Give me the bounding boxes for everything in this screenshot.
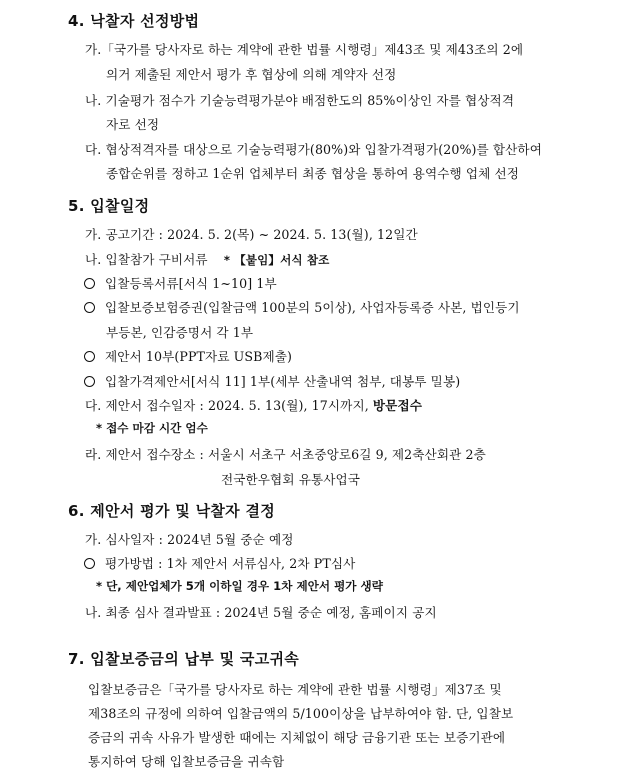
s4-item-ga-line1: 가.「국가를 당사자로 하는 계약에 관한 법률 시행령」제43조 및 제43조의 2에 bbox=[85, 42, 524, 57]
s5-item-na-text: 나. 입찰참가 구비서류 bbox=[85, 252, 208, 267]
s5-item-ga: 가. 공고기간 : 2024. 5. 2(목) ~ 2024. 5. 13(월), 12일간 bbox=[85, 227, 418, 242]
circle-bullet-icon bbox=[84, 376, 95, 387]
s7-para-line2: 제38조의 규정에 의하여 입찰금액의 5/100이상을 납부하여야 함. 단, 입찰보 bbox=[88, 706, 514, 721]
circle-bullet-icon bbox=[84, 558, 95, 569]
s4-item-ga-line2: 의거 제출된 제안서 평가 후 협상에 의해 계약자 선정 bbox=[106, 67, 397, 82]
s4-item-na-line2: 자로 선정 bbox=[106, 117, 160, 132]
section-5-heading: 5. 입찰일정 bbox=[68, 197, 150, 215]
s5-item-da-text: 다. 제안서 접수일자 : 2024. 5. 13(월), 17시까지, bbox=[85, 398, 369, 413]
s5-item-na-note: * 【붙임】서식 참조 bbox=[223, 253, 330, 267]
section-7-heading: 7. 입찰보증금의 납부 및 국고귀속 bbox=[68, 650, 300, 668]
s5-doc-4 bbox=[84, 371, 460, 390]
s5-doc-1 bbox=[84, 273, 277, 292]
s6-method-text: 평가방법 : 1차 제안서 서류심사, 2차 PT심사 bbox=[105, 556, 356, 571]
s5-doc-2-line2: 부등본, 인감증명서 각 1부 bbox=[106, 325, 254, 340]
section-6-heading: 6. 제안서 평가 및 낙찰자 결정 bbox=[68, 502, 276, 520]
s5-item-da-bold: 방문접수 bbox=[372, 398, 422, 413]
circle-bullet-icon bbox=[84, 302, 95, 313]
s6-item-ga: 가. 심사일자 : 2024년 5월 중순 예정 bbox=[85, 532, 294, 547]
s6-method bbox=[84, 553, 355, 572]
s5-doc-2-line1 bbox=[84, 297, 520, 316]
s5-doc-3-text: 제안서 10부(PPT자료 USB제출) bbox=[105, 349, 293, 364]
section-4-heading: 4. 낙찰자 선정방법 bbox=[68, 12, 200, 30]
s5-item-na bbox=[85, 249, 329, 268]
s7-para-line1: 입찰보증금은「국가를 당사자로 하는 계약에 관한 법률 시행령」제37조 및 bbox=[88, 682, 502, 697]
s5-item-ra-line1: 라. 제안서 접수장소 : 서울시 서초구 서초중앙로6길 9, 제2축산회관 2층 bbox=[85, 447, 486, 462]
s6-item-na: 나. 최종 심사 결과발표 : 2024년 5월 중순 예정, 홈페이지 공지 bbox=[85, 605, 437, 620]
s4-item-da-line1: 다. 협상적격자를 대상으로 기술능력평가(80%)와 입찰가격평가(20%)를 합산하여 bbox=[85, 142, 542, 157]
s4-item-da-line2: 종합순위를 정하고 1순위 업체부터 최종 협상을 통하여 용역수행 업체 선정 bbox=[106, 166, 520, 181]
s5-doc-2-text: 입찰보증보험증권(입찰금액 100분의 5이상), 사업자등록증 사본, 법인등기 bbox=[105, 300, 520, 315]
circle-bullet-icon bbox=[84, 278, 95, 289]
s5-da-note: * 접수 마감 시간 엄수 bbox=[96, 421, 208, 435]
s5-doc-1-text: 입찰등록서류[서식 1~10] 1부 bbox=[105, 276, 277, 291]
s6-note: * 단, 제안업체가 5개 이하일 경우 1차 제안서 평가 생략 bbox=[96, 579, 383, 593]
s5-doc-4-text: 입찰가격제안서[서식 11] 1부(세부 산출내역 첨부, 대봉투 밀봉) bbox=[105, 374, 461, 389]
circle-bullet-icon bbox=[84, 351, 95, 362]
s7-para-line4: 통지하여 당해 입찰보증금을 귀속함 bbox=[88, 754, 285, 769]
s7-para-line3: 증금의 귀속 사유가 발생한 때에는 지체없이 해당 금융기관 또는 보증기관에 bbox=[88, 730, 506, 745]
s4-item-na-line1: 나. 기술평가 점수가 기술능력평가분야 배점한도의 85%이상인 자를 협상적격 bbox=[85, 93, 515, 108]
s5-item-da bbox=[85, 395, 422, 414]
s5-item-ra-line2: 전국한우협회 유통사업국 bbox=[221, 472, 361, 487]
s5-doc-3 bbox=[84, 346, 292, 365]
